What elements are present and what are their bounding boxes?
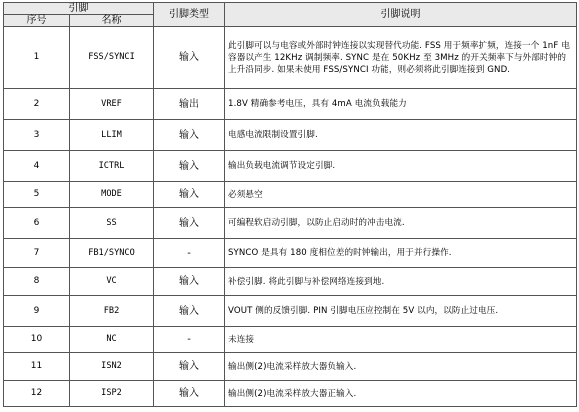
pin-description: 补偿引脚. 将此引脚与补偿网络连接到地. <box>225 268 577 296</box>
pin-type: 输入 <box>154 27 225 89</box>
pin-number: 3 <box>4 120 70 151</box>
pin-type: 输入 <box>154 151 225 182</box>
header-pin-type: 引脚类型 <box>154 3 225 27</box>
pin-description-table <box>3 2 577 407</box>
pin-type: 输入 <box>154 296 225 327</box>
pin-number: 11 <box>4 353 70 381</box>
table-row <box>4 381 577 407</box>
pin-name: LLIM <box>70 120 154 151</box>
pin-description: 输出负载电流调节设定引脚. <box>225 151 577 182</box>
pin-description: 未连接 <box>225 327 577 353</box>
pin-name: ICTRL <box>70 151 154 182</box>
pin-type: - <box>154 327 225 353</box>
pin-description: VOUT 侧的反馈引脚. PIN 引脚电压应控制在 5V 以内，以防止过电压. <box>225 296 577 327</box>
pin-type: 输入 <box>154 268 225 296</box>
pin-table-container <box>3 2 576 407</box>
pin-name: FB2 <box>70 296 154 327</box>
pin-name: VC <box>70 268 154 296</box>
table-row <box>4 239 577 268</box>
pin-type: 输入 <box>154 120 225 151</box>
pin-number: 10 <box>4 327 70 353</box>
pin-description: 可编程软启动引脚，以防止启动时的冲击电流. <box>225 208 577 239</box>
pin-description: 输出侧(2)电流采样放大器负输入. <box>225 353 577 381</box>
header-pin-number: 序号 <box>4 15 70 27</box>
header-pin-description: 引脚说明 <box>225 3 577 27</box>
pin-name: ISP2 <box>70 381 154 407</box>
table-row <box>4 27 577 89</box>
table-row <box>4 296 577 327</box>
pin-type: 输入 <box>154 381 225 407</box>
pin-type: - <box>154 239 225 268</box>
pin-number: 5 <box>4 182 70 208</box>
pin-description: 必须悬空 <box>225 182 577 208</box>
table-row <box>4 327 577 353</box>
table-row <box>4 89 577 120</box>
pin-description: 输出侧(2)电流采样放大器正输入. <box>225 381 577 407</box>
pin-name: FB1/SYNCO <box>70 239 154 268</box>
pin-number: 1 <box>4 27 70 89</box>
table-row <box>4 268 577 296</box>
pin-name: NC <box>70 327 154 353</box>
pin-name: VREF <box>70 89 154 120</box>
pin-number: 8 <box>4 268 70 296</box>
pin-name: ISN2 <box>70 353 154 381</box>
table-row <box>4 353 577 381</box>
pin-type: 输入 <box>154 182 225 208</box>
table-row <box>4 151 577 182</box>
pin-type: 输入 <box>154 208 225 239</box>
pin-description: 1.8V 精确参考电压，具有 4mA 电流负载能力 <box>225 89 577 120</box>
pin-number: 12 <box>4 381 70 407</box>
pin-type: 输出 <box>154 89 225 120</box>
pin-number: 6 <box>4 208 70 239</box>
table-row <box>4 120 577 151</box>
pin-number: 4 <box>4 151 70 182</box>
header-pin-group: 引脚 <box>4 3 154 15</box>
pin-description: SYNCO 是具有 180 度相位差的时钟输出，用于并行操作. <box>225 239 577 268</box>
pin-name: MODE <box>70 182 154 208</box>
table-header-row <box>4 3 577 15</box>
pin-name: FSS/SYNCI <box>70 27 154 89</box>
pin-description: 电感电流限制设置引脚. <box>225 120 577 151</box>
pin-name: SS <box>70 208 154 239</box>
pin-number: 2 <box>4 89 70 120</box>
table-row <box>4 182 577 208</box>
pin-number: 9 <box>4 296 70 327</box>
pin-type: 输入 <box>154 353 225 381</box>
table-row <box>4 208 577 239</box>
pin-number: 7 <box>4 239 70 268</box>
header-pin-name: 名称 <box>70 15 154 27</box>
pin-description: 此引脚可以与电容或外部时钟连接以实现替代功能. FSS 用于频率扩频，连接一个 1nF 电容器以产生 12KHz 调制频率. SYNC 是在 50KHz 至 3MHz 的开关频率下与外部时钟的上升沿同步. 如果未使用 FSS/SYNCI 功能，则必须将此引脚连接到 GND. <box>225 27 577 89</box>
